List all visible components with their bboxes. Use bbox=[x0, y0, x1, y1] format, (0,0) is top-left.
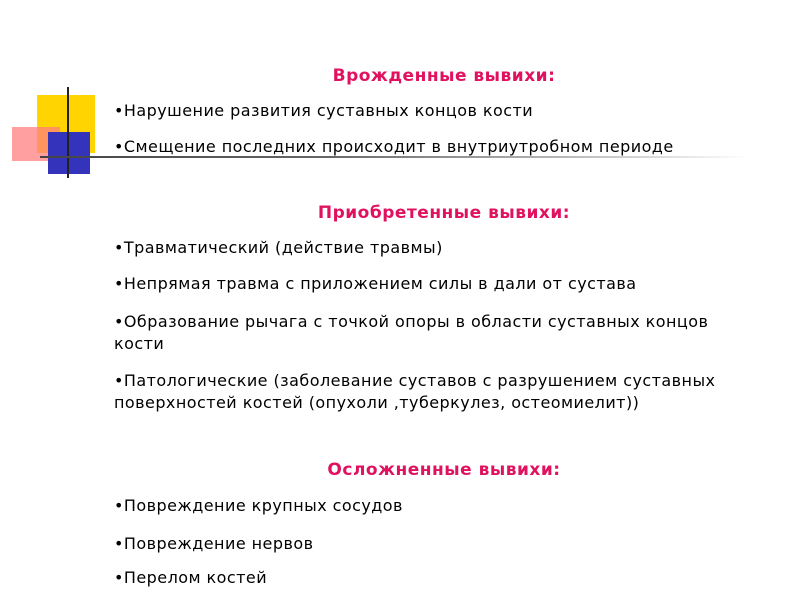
section-heading-acquired: Приобретенные вывихи: bbox=[317, 203, 571, 223]
list-item: • Перелом костей bbox=[114, 567, 267, 589]
list-item: • Непрямая травма с приложением силы в дали от сустава bbox=[114, 273, 637, 295]
blue-square bbox=[48, 132, 90, 174]
section-heading-congenital: Врожденные вывихи: bbox=[332, 66, 556, 86]
list-item: • Смещение последних происходит в внутриутробном периоде bbox=[114, 136, 714, 158]
list-item: • Повреждение нервов bbox=[114, 533, 313, 555]
section-heading-complicated: Осложненные вывихи: bbox=[327, 460, 561, 480]
list-item: • Образование рычага с точкой опоры в области суставных концов кости bbox=[114, 311, 754, 355]
list-item: • Нарушение развития суставных концов кости bbox=[114, 100, 533, 122]
list-item: • Травматический (действие травмы) bbox=[114, 237, 443, 259]
list-item: • Повреждение крупных сосудов bbox=[114, 495, 403, 517]
red-square bbox=[12, 127, 60, 161]
yellow-square bbox=[37, 95, 95, 153]
vertical-divider bbox=[67, 87, 69, 178]
list-item: • Патологические (заболевание суставов с разрушением суставных поверхностей костей (опухоли ,туберкулез, остеомиелит)) bbox=[114, 370, 734, 414]
